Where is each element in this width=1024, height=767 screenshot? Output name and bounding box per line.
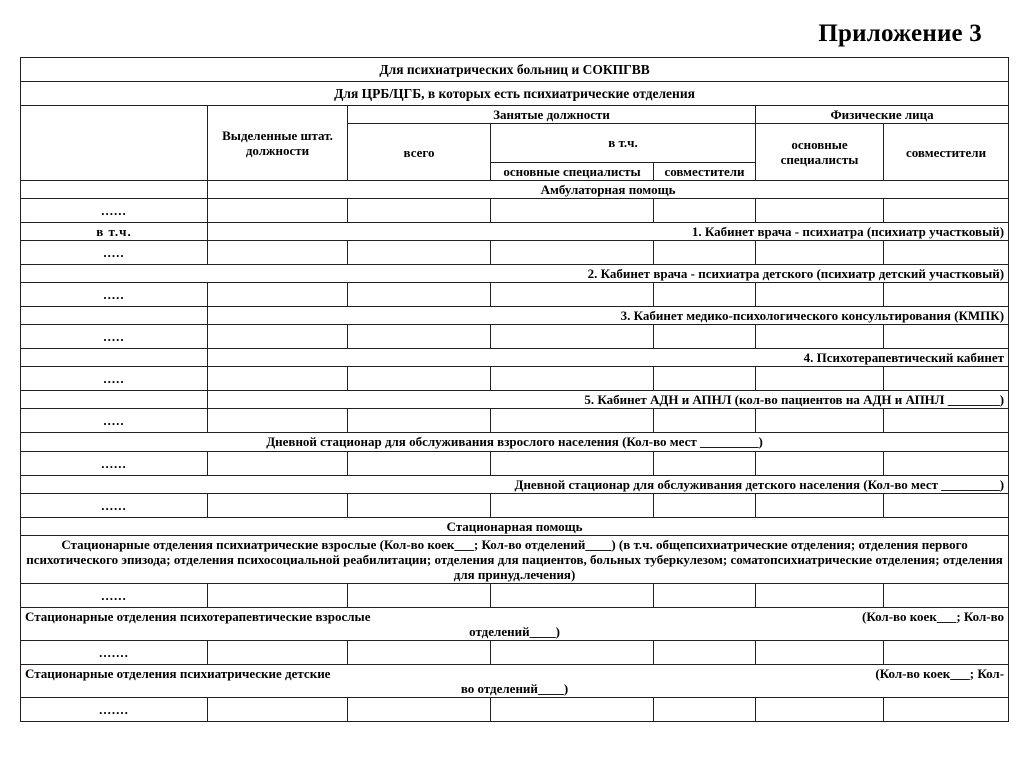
header-occupied-main-specialists: основные специалисты [491, 162, 654, 180]
table-header-row-groups [21, 106, 1009, 124]
table-row [21, 535, 1009, 583]
row-label-dots: ..... [21, 283, 208, 307]
cell-allocated[interactable] [208, 698, 348, 722]
cell-allocated[interactable] [208, 283, 348, 307]
cell-persons-part[interactable] [884, 583, 1009, 607]
row-label-dots: ...... [21, 199, 208, 223]
cell-occupied-main[interactable] [491, 641, 654, 665]
header-occupied-total: всего [348, 124, 491, 181]
cell-occupied-main[interactable] [491, 583, 654, 607]
cell-occupied-main[interactable] [491, 409, 654, 433]
table-row [21, 283, 1009, 307]
cell-occupied-part[interactable] [654, 241, 756, 265]
section-inpatient-adult-psychiatric: Стационарные отделения психиатрические взрослые (Кол-во коек___; Кол-во отделений____) (в т.ч. общепсихиатрические отделения; отделения первого психотического эпизода; отделения психосоциальной реабилитации; отделения для пациентов, больных туберкулезом; соматопсихиатрические отделения; отделения для принуд.лечения) [21, 535, 1009, 583]
cell-occupied-main[interactable] [491, 325, 654, 349]
section-inpatient-child-psychiatric-right: (Кол-во коек___; Кол- [875, 666, 1005, 682]
row-label-dots: ...... [21, 451, 208, 475]
table-row [21, 641, 1009, 665]
cell-occupied-main[interactable] [491, 283, 654, 307]
cell-occupied-main[interactable] [491, 451, 654, 475]
row-label-empty [21, 391, 208, 409]
table-row [21, 199, 1009, 223]
table-row [21, 325, 1009, 349]
cell-persons-main[interactable] [756, 241, 884, 265]
table-row [21, 607, 1009, 640]
cell-occupied-part[interactable] [654, 493, 756, 517]
banner-psychiatric-hospitals: Для психиатрических больниц и СОКПГВВ [21, 58, 1009, 82]
cell-occupied-part[interactable] [654, 199, 756, 223]
cell-persons-part[interactable] [884, 241, 1009, 265]
cell-occupied-total[interactable] [348, 409, 491, 433]
section-inpatient-care: Стационарная помощь [21, 517, 1009, 535]
header-allocated-positions: Выделенные штат. должности [208, 106, 348, 181]
row-label-dots: ..... [21, 325, 208, 349]
header-group-physical-persons: Физические лица [756, 106, 1009, 124]
cell-persons-main[interactable] [756, 367, 884, 391]
row-label-dots: ...... [21, 493, 208, 517]
staffing-form-table-wrapper [20, 57, 1008, 722]
cell-occupied-part[interactable] [654, 641, 756, 665]
cell-persons-main[interactable] [756, 451, 884, 475]
section-inpatient-adult-psychotherapy-right: (Кол-во коек___; Кол-во [862, 608, 1005, 624]
section-inpatient-child-psychiatric-line2: во отделений____) [460, 681, 569, 697]
cell-persons-part[interactable] [884, 367, 1009, 391]
section-item-2: 2. Кабинет врача - психиатра детского (психиатр детский участковый) [21, 265, 1009, 283]
cell-allocated[interactable] [208, 641, 348, 665]
header-occupied-part-timers: совместители [654, 162, 756, 180]
cell-occupied-total[interactable] [348, 199, 491, 223]
section-inpatient-adult-psychotherapy [21, 607, 1009, 640]
cell-persons-part[interactable] [884, 451, 1009, 475]
row-label-dots: ...... [21, 583, 208, 607]
cell-persons-part[interactable] [884, 199, 1009, 223]
cell-persons-main[interactable] [756, 409, 884, 433]
cell-occupied-total[interactable] [348, 583, 491, 607]
cell-persons-main[interactable] [756, 283, 884, 307]
section-item-3: 3. Кабинет медико-психологического консультирования (КМПК) [208, 307, 1009, 325]
cell-occupied-main[interactable] [491, 493, 654, 517]
table-row [21, 493, 1009, 517]
table-row [21, 181, 1009, 199]
cell-occupied-main[interactable] [491, 698, 654, 722]
section-inpatient-adult-psychotherapy-line2: отделений____) [469, 624, 560, 640]
cell-occupied-part[interactable] [654, 283, 756, 307]
cell-occupied-total[interactable] [348, 367, 491, 391]
row-label-empty [21, 349, 208, 367]
cell-allocated[interactable] [208, 199, 348, 223]
table-row [21, 433, 1009, 451]
table-row [21, 241, 1009, 265]
table-row [21, 475, 1009, 493]
cell-allocated[interactable] [208, 493, 348, 517]
table-row [21, 583, 1009, 607]
cell-persons-part[interactable] [884, 283, 1009, 307]
section-day-hospital-adult: Дневной стационар для обслуживания взрослого населения (Кол-во мест _________) [21, 433, 1009, 451]
section-item-5: 5. Кабинет АДН и АПНЛ (кол-во пациентов на АДН и АПНЛ ________) [208, 391, 1009, 409]
row-label-empty [21, 307, 208, 325]
cell-occupied-total[interactable] [348, 283, 491, 307]
table-row [21, 82, 1009, 106]
header-col-empty [21, 106, 208, 181]
cell-occupied-main[interactable] [491, 199, 654, 223]
cell-occupied-part[interactable] [654, 451, 756, 475]
row-label-empty [21, 181, 208, 199]
section-outpatient-care: Амбулаторная помощь [208, 181, 1009, 199]
cell-occupied-part[interactable] [654, 409, 756, 433]
cell-persons-part[interactable] [884, 641, 1009, 665]
table-row [21, 349, 1009, 367]
cell-allocated[interactable] [208, 451, 348, 475]
row-label-dots: ..... [21, 409, 208, 433]
banner-crb-cgb: Для ЦРБ/ЦГБ, в которых есть психиатрические отделения [21, 82, 1009, 106]
cell-occupied-part[interactable] [654, 698, 756, 722]
row-label-dots: ..... [21, 367, 208, 391]
cell-persons-main[interactable] [756, 583, 884, 607]
header-persons-main-specialists: основные специалисты [756, 124, 884, 181]
cell-occupied-total[interactable] [348, 325, 491, 349]
cell-persons-main[interactable] [756, 698, 884, 722]
row-label-dots: ....... [21, 698, 208, 722]
section-inpatient-child-psychiatric [21, 665, 1009, 698]
header-group-occupied-positions: Занятые должности [348, 106, 756, 124]
row-label-dots: ....... [21, 641, 208, 665]
cell-persons-main[interactable] [756, 493, 884, 517]
cell-allocated[interactable] [208, 241, 348, 265]
table-row [21, 223, 1009, 241]
row-label-including: в т.ч. [21, 223, 208, 241]
cell-persons-part[interactable] [884, 493, 1009, 517]
cell-occupied-total[interactable] [348, 451, 491, 475]
cell-persons-part[interactable] [884, 409, 1009, 433]
cell-allocated[interactable] [208, 367, 348, 391]
header-persons-part-timers: совместители [884, 124, 1009, 181]
cell-allocated[interactable] [208, 583, 348, 607]
cell-persons-main[interactable] [756, 199, 884, 223]
table-row [21, 367, 1009, 391]
cell-occupied-total[interactable] [348, 641, 491, 665]
header-occupied-including: в т.ч. [491, 124, 756, 163]
table-row [21, 665, 1009, 698]
cell-occupied-total[interactable] [348, 493, 491, 517]
cell-occupied-part[interactable] [654, 367, 756, 391]
cell-persons-part[interactable] [884, 698, 1009, 722]
table-row [21, 451, 1009, 475]
table-row [21, 391, 1009, 409]
cell-allocated[interactable] [208, 325, 348, 349]
cell-occupied-main[interactable] [491, 241, 654, 265]
table-row [21, 307, 1009, 325]
table-row [21, 265, 1009, 283]
cell-persons-part[interactable] [884, 325, 1009, 349]
cell-occupied-part[interactable] [654, 583, 756, 607]
cell-occupied-part[interactable] [654, 325, 756, 349]
cell-occupied-total[interactable] [348, 698, 491, 722]
cell-allocated[interactable] [208, 409, 348, 433]
table-row [21, 698, 1009, 722]
cell-occupied-main[interactable] [491, 367, 654, 391]
table-row [21, 517, 1009, 535]
cell-occupied-total[interactable] [348, 241, 491, 265]
section-day-hospital-child: Дневной стационар для обслуживания детского населения (Кол-во мест _________) [21, 475, 1009, 493]
row-label-dots: ..... [21, 241, 208, 265]
cell-persons-main[interactable] [756, 641, 884, 665]
section-inpatient-child-psychiatric-left: Стационарные отделения психиатрические детские [25, 666, 331, 682]
table-row [21, 58, 1009, 82]
table-row [21, 409, 1009, 433]
staffing-form-table [20, 57, 1009, 722]
cell-persons-main[interactable] [756, 325, 884, 349]
section-item-1: 1. Кабинет врача - психиатра (психиатр участковый) [208, 223, 1009, 241]
section-inpatient-adult-psychotherapy-left: Стационарные отделения психотерапевтические взрослые [25, 608, 371, 624]
section-item-4: 4. Психотерапевтический кабинет [208, 349, 1009, 367]
page-title: Приложение 3 [818, 20, 982, 47]
